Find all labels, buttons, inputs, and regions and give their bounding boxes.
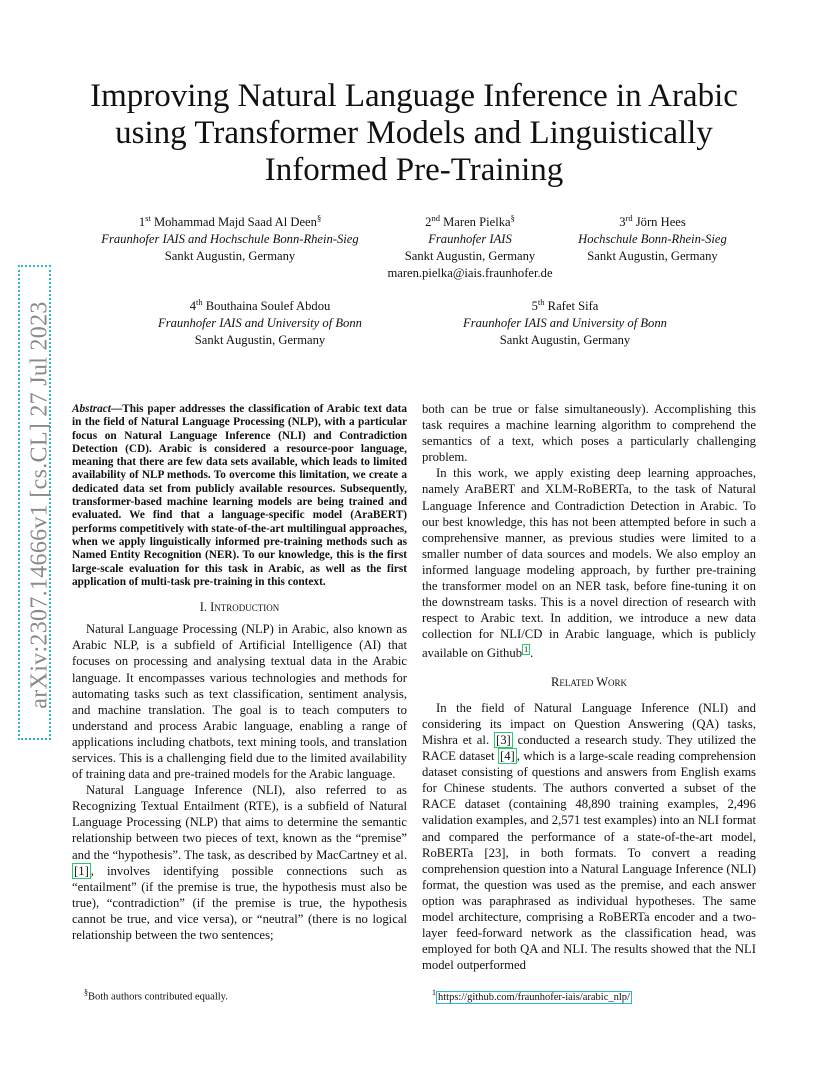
- arxiv-id: arXiv:2307.14666v1 [cs.CL] 27 Jul 2023: [26, 301, 53, 709]
- section-heading-related-work: Related Work: [550, 674, 628, 689]
- author-block-4: [120, 294, 400, 349]
- footnote-link[interactable]: 1: [524, 645, 529, 655]
- author-location: Sankt Augustin, Germany: [194, 333, 326, 348]
- footnote-github: $^1$ https://github.com/fraunhofer-iais/arabic_nlp/: [432, 988, 630, 1003]
- section-heading-introduction: I. Introduction: [199, 600, 280, 615]
- author-block-1: [80, 210, 380, 265]
- author-affiliation: Fraunhofer IAIS and University of Bonn: [463, 316, 667, 331]
- author-name: 4th Bouthaina Soulef Abdou: [189, 297, 331, 314]
- footnote-equal-contribution: §Both authors contributed equally.: [84, 988, 228, 1003]
- author-location: Sankt Augustin, Germany: [587, 249, 718, 264]
- author-affiliation: Fraunhofer IAIS and University of Bonn: [158, 316, 362, 331]
- author-location: Sankt Augustin, Germany: [164, 249, 296, 264]
- author-affiliation: Fraunhofer IAIS and Hochschule Bonn-Rhein-Sieg: [101, 232, 359, 247]
- paragraph: In the field of Natural Language Inference (NLI) and considering its impact on Question Answering (QA) tasks, Mishra et al. [3] conducted a research study. They utilized the RACE dataset [4] , which is a large-scale reading comprehension dataset consisting of questions and answers from English exams for Chinese students. The authors converted a subset of the RACE dataset (containing 48,890 training examples, 2,496 validation examples, and 2,571 test examples) into an NLI format and compared the performance of a state-of-the-art model, RoBERTa [23], in both formats. To convert a reading comprehension question into a Natural Language Inference (NLI) format, the question was used as the premise, and each answer option was paraphrased as individual hypotheses. The same model architecture, comprising a RoBERTa encoder and a two-layer feed-forward network as the classification head, was employed for both QA and NLI. The results showed that the NLI model outperformed: [422, 700, 756, 973]
- author-email: maren.pielka@iais.fraunhofer.de: [387, 266, 553, 281]
- author-name: 5th Rafet Sifa: [531, 297, 599, 314]
- author-block-2: [370, 210, 570, 282]
- left-column: [72, 403, 407, 943]
- citation-link[interactable]: [3]: [495, 733, 511, 748]
- author-affiliation: Hochschule Bonn-Rhein-Sieg: [578, 232, 727, 247]
- author-name: 1st Mohammad Majd Saad Al Deen§: [138, 213, 322, 230]
- paragraph: both can be true or false simultaneously). Accomplishing this task requires a machine learning algorithm to comprehend the semantics of a text, which poses a particularly challenging problem.: [422, 402, 756, 465]
- author-affiliation: Fraunhofer IAIS: [428, 232, 512, 247]
- paragraph: In this work, we apply existing deep learning approaches, namely AraBERT and XLM-RoBERTa, to the task of Natural Language Inference and Contradiction Detection in Arabic. To our best knowledge, this has not been attempted before in such a comprehensive manner, as previous studies were limited to a smaller number of data sources and models. We also employ an informed language modeling approach, by further pre-training the transformer model on an NER task, before fine-tuning it on the downstream tasks. This is a novel direction of research with respect to Arabic text. In addition, we introduce a new data collection for NLI/CD in Arabic language, which is publicly available on Github $^1$ .: [422, 466, 756, 661]
- right-column: [422, 401, 756, 973]
- citation-link[interactable]: [4]: [499, 749, 515, 764]
- arxiv-stamp: [20, 265, 60, 745]
- paragraph: Natural Language Processing (NLP) in Arabic, also known as Arabic NLP, is a subfield of Artificial Intelligence (AI) that focuses on processing and analysing textual data in the Arabic language. It encompasses various technologies and methods for automating tasks such as text classification, sentiment analysis, and machine translation. The goal is to teach computers to understand and process Arabic language, enabling a range of applications including chatbots, text mining tools, and translation services. This is a challenging field due to the limited availability of training data and pre-trained models for the Arabic language.: [72, 622, 407, 782]
- github-url-link[interactable]: https://github.com/fraunhofer-iais/arabic_nlp/: [438, 991, 630, 1003]
- citation-link[interactable]: [1]: [74, 863, 89, 878]
- author-block-5: [425, 294, 705, 349]
- abstract: Abstract—This paper addresses the classification of Arabic text data in the field of Natural Language Processing (NLP), with a particular focus on Natural Language Inference (NLI) and Contradiction Detection (CD). Arabic is considered a resource-poor language, meaning that there are few data sets available, which leads to limited availability of NLP methods. To overcome this limitation, we create a dedicated data set from publicly available resources. Subsequently, transformer-based machine learning models are being trained and evaluated. We find that a language-specific model (AraBERT) performs competitively with state-of-the-art multilingual approaches, when we apply linguistically informed pre-training methods such as Named Entity Recognition (NER). To our knowledge, this is the first large-scale evaluation for this task in Arabic, as well as the first application of multi-task pre-training in this context.: [72, 403, 407, 588]
- author-location: Sankt Augustin, Germany: [499, 333, 631, 348]
- author-location: Sankt Augustin, Germany: [404, 249, 536, 264]
- author-name: 3rd Jörn Hees: [619, 213, 686, 230]
- paragraph: Natural Language Inference (NLI), also referred to as Recognizing Textual Entailment (RTE), is a subfield of Natural Language Processing (NLP) that aims to determine the semantic relationship between two pieces of text, known as the “premise” and the “hypothesis”. The task, as described by MacCartney et al. [1] , involves identifying possible connections such as “entailment” (if the premise is true, the hypothesis must also be true), “contradiction” (if the premise is true, the hypothesis cannot be true, and vice versa), or “neutral” (there is no logical relationship between the two sentences;: [72, 783, 407, 943]
- author-name: 2nd Maren Pielka§: [425, 213, 515, 230]
- author-block-3: [560, 210, 745, 265]
- paper-title: Improving Natural Language Inference in Arabic using Transformer Models and Linguistically Informed Pre-Training: [90, 78, 738, 188]
